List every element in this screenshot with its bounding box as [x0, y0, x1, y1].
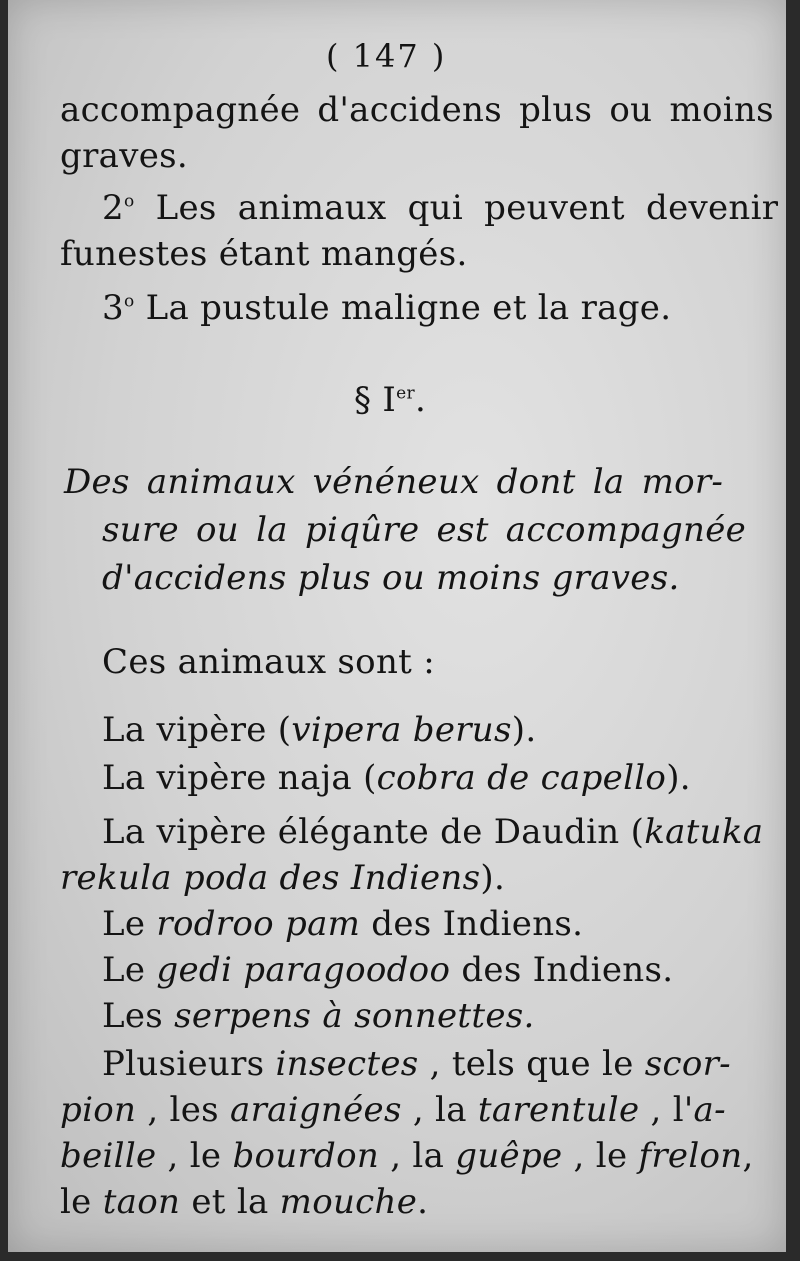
item-italic: mouche [279, 1182, 418, 1222]
item-latin: gedi paragoodoo [156, 950, 451, 990]
section-sup: er [396, 383, 415, 404]
text-line: funestes étant mangés. [60, 234, 468, 274]
item-latin: rekula poda des Indiens [60, 858, 481, 898]
item-text: La vipère ( [102, 710, 292, 750]
list-item [102, 710, 536, 750]
item-italic: araignées [230, 1090, 402, 1130]
item-text: Plusieurs [102, 1044, 276, 1084]
item-italic: insectes [275, 1044, 419, 1084]
item-latin: katuka [644, 812, 764, 852]
item-text: , les [136, 1090, 230, 1130]
item-text: , la [379, 1136, 456, 1176]
item-italic: frelon [638, 1136, 743, 1176]
list-item [102, 996, 535, 1036]
text-line [102, 1044, 731, 1084]
item-text: , l' [639, 1090, 694, 1130]
text-line [60, 1090, 726, 1130]
item-text: Le [102, 904, 157, 944]
list-number: 3 [102, 288, 124, 328]
item-latin: cobra de capello [376, 758, 667, 798]
item-text: ). [480, 858, 506, 898]
text-line: graves. [60, 136, 188, 176]
item-text: . [417, 1182, 429, 1222]
item-latin: serpens à sonnettes. [174, 996, 535, 1036]
item-italic: beille [60, 1136, 157, 1176]
list-item [102, 904, 583, 944]
item-text: des Indiens. [360, 904, 584, 944]
ordinal-mark: o [123, 291, 135, 312]
item-text: , le [156, 1136, 233, 1176]
list-item [102, 950, 673, 990]
list-text: Les animaux qui peuvent devenir [134, 188, 779, 228]
ordinal-mark: o [123, 191, 135, 212]
section-title-line: d'accidens plus ou moins graves. [102, 558, 680, 598]
item-text: Les [102, 996, 175, 1036]
item-text: , la [401, 1090, 478, 1130]
book-page [8, 0, 786, 1252]
item-text: , tels que le [418, 1044, 645, 1084]
item-italic: tarentule [477, 1090, 640, 1130]
text-line: Ces animaux sont : [102, 642, 435, 682]
page-number: ( 147 ) [326, 37, 447, 75]
item-italic: pion [60, 1090, 137, 1130]
section-period: . [414, 380, 427, 420]
list-number: 2 [102, 188, 124, 228]
item-text: La vipère naja ( [102, 758, 377, 798]
text-line [60, 858, 505, 898]
item-text: et la [180, 1182, 280, 1222]
section-mark: § I [354, 380, 397, 420]
item-latin: rodroo pam [156, 904, 361, 944]
text-line [60, 1182, 428, 1222]
item-text: , le [562, 1136, 639, 1176]
item-text: La vipère élégante de Daudin ( [102, 812, 645, 852]
section-title-line: sure ou la piqûre est accompagnée [102, 510, 747, 550]
list-item [102, 288, 671, 328]
item-italic: bourdon [232, 1136, 380, 1176]
section-title-line: Des animaux vénéneux dont la mor- [64, 462, 724, 502]
item-italic: scor- [644, 1044, 731, 1084]
item-italic: guêpe [455, 1136, 563, 1176]
item-italic: taon [102, 1182, 181, 1222]
item-text: le [60, 1182, 103, 1222]
list-item [102, 758, 691, 798]
item-italic: a- [693, 1090, 726, 1130]
text-line: accompagnée d'accidens plus ou moins [60, 90, 774, 130]
item-text: Le [102, 950, 157, 990]
list-text: La pustule maligne et la rage. [134, 288, 672, 328]
item-latin: vipera berus [291, 710, 512, 750]
list-item [102, 188, 778, 228]
text-line [60, 1136, 754, 1176]
item-text: ). [666, 758, 691, 798]
section-heading [354, 380, 426, 420]
item-text: , [742, 1136, 754, 1176]
list-item [102, 812, 763, 852]
item-text: des Indiens. [450, 950, 674, 990]
item-text: ). [511, 710, 537, 750]
